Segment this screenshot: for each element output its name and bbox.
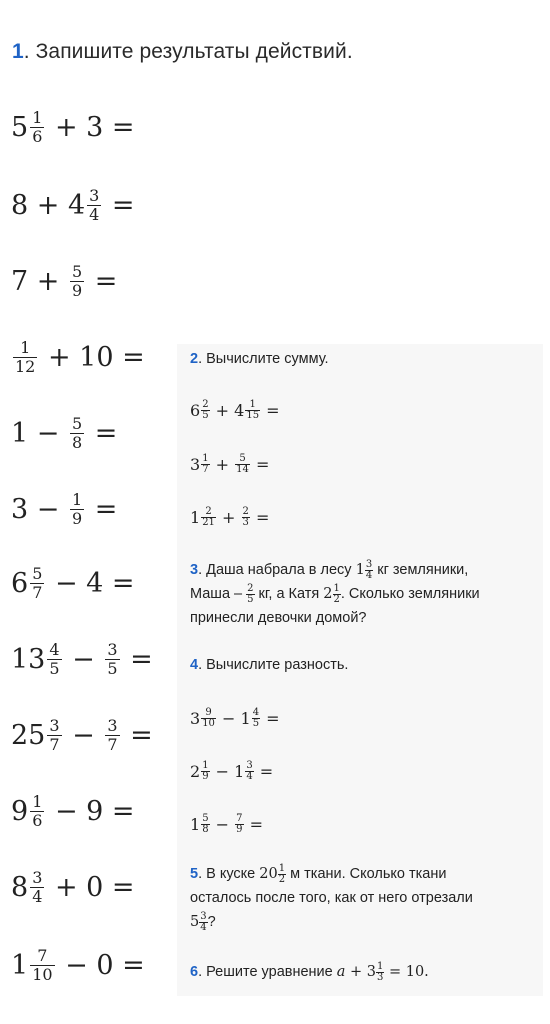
task5-text: 5. В куске 20 $\frac{1}{2}$ м ткани. Сколько ткани осталось после того, как от него отрезали 5 $\frac{3}{4}$ ? [190,862,473,933]
task6-text: 6. Решите уравнение a + 3 $\frac{1}{3}$ = 10. [190,960,429,983]
task3-text: 3. Даша набрала в лесу 1 $\frac{3}{4}$ кг земляники, Маша – $\frac{2}{5}$ кг, а Катя 2 $\frac{1}{2}$ . Сколько земляники принесли девочки домой? [190,558,480,626]
task1-heading [12,40,353,64]
task4-expression-2: 2 $\frac{1}{9}$ − 1 $\frac{3}{4}$ = [190,759,274,782]
task2-expression-1: 6 $\frac{2}{5}$ + 4 $\frac{1}{15}$ = [190,398,280,421]
expression-4: $\frac{1}{12}$ + 10 = [15,337,145,376]
expression-12: 1 $\frac{7}{10}$ − 0 = [11,945,145,984]
task4-expression-3: 1 $\frac{5}{8}$ − $\frac{7}{9}$ = [190,812,264,835]
task2-expression-3: 1 $\frac{2}{21}$ + $\frac{2}{3}$ = [190,505,270,528]
task-text: . Запишите результаты действий. [23,40,353,63]
task4-heading: 4. Вычислите разность. [190,657,349,673]
expression-9: 25 $\frac{3}{7}$ − $\frac{3}{7}$ = [11,715,153,754]
task4-expression-1: 3 $\frac{9}{10}$ − 1 $\frac{4}{5}$ = [190,706,280,729]
expression-11: 8 $\frac{3}{4}$ + 0 = [11,867,135,906]
expression-1: 5 $\frac{1}{6}$ + 3 = [11,107,135,146]
expression-5: 1 − $\frac{5}{8}$ = [11,413,118,452]
expression-7: 6 $\frac{5}{7}$ − 4 = [11,563,135,602]
expression-6: 3 − $\frac{1}{9}$ = [11,489,118,528]
expression-10: 9 $\frac{1}{6}$ − 9 = [11,791,135,830]
task-number: 1 [12,40,24,63]
expression-2: 8 + 4 $\frac{3}{4}$ = [11,185,135,224]
expression-8: 13 $\frac{4}{5}$ − $\frac{3}{5}$ = [11,639,153,678]
task2-expression-2: 3 $\frac{1}{7}$ + $\frac{5}{14}$ = [190,452,270,475]
expression-3: 7 + $\frac{5}{9}$ = [11,261,118,300]
task2-heading: 2. Вычислите сумму. [190,351,329,367]
